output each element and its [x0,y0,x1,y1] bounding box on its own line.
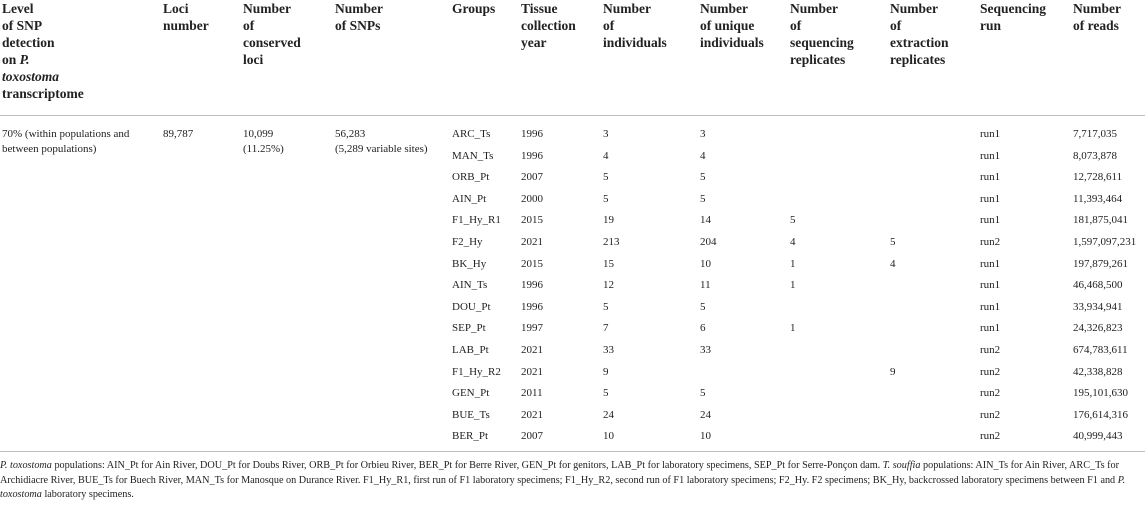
cell-unique-individuals: 10 [700,430,711,442]
cell-sequencing-run: run2 [980,387,1001,399]
cell-sequencing-run: run2 [980,236,1001,248]
cell-group: BUE_Ts [452,409,490,421]
cell-group: GEN_Pt [452,387,490,399]
cell-number-of-reads: 24,326,823 [1073,322,1123,334]
cell-sequencing-replicates: 1 [790,258,796,270]
header-sequencing-run: Sequencing run [980,1,1047,33]
cell-individuals: 24 [603,409,614,421]
cell-year: 2000 [521,193,543,205]
cell-individuals: 3 [603,128,609,140]
cell-individuals: 10 [603,430,614,442]
cell-group: MAN_Ts [452,150,494,162]
cell-individuals: 7 [603,322,609,334]
table-footnote: P. toxostoma populations: AIN_Pt for Ain River, DOU_Pt for Doubs River, ORB_Pt for Orbieu River, BER_Pt for Berre River, GEN_Pt for genitors, LAB_Pt for laboratory specimens, SEP_Pt for Serre-Ponçon dam. T. souffia populations: AIN_Ts for Ain River, ARC_Ts for Archidiacre River, BUE_Ts for Buech River, MAN_Ts for Manosque on Durance River. F1_Hy_R1, first run of F1 laboratory specimens; F1_Hy_R2, second run of F1 laboratory specimens; F2_Hy. F2 specimens; BK_Hy, backcrossed laboratory specimens between F1 and P. toxostoma laboratory specimens. [0,460,1126,501]
cell-number-of-reads: 42,338,828 [1073,366,1123,378]
cell-unique-individuals: 5 [700,301,706,313]
header-tissue-collection-year: Tissue collection year [521,1,576,50]
cell-sequencing-run: run1 [980,322,1001,334]
table-bottom-divider [0,451,1145,452]
cell-group: AIN_Pt [452,193,487,205]
cell-group: F2_Hy [452,236,483,248]
cell-unique-individuals: 3 [700,128,706,140]
cell-group: F1_Hy_R2 [452,366,501,378]
cell-sequencing-run: run1 [980,301,1001,313]
cell-individuals: 4 [603,150,609,162]
header-level: Level of SNP detection on P. toxostoma transcriptome [2,1,84,101]
cell-group: F1_Hy_R1 [452,214,501,226]
header-divider [0,115,1145,116]
cell-sequencing-run: run1 [980,193,1001,205]
cell-unique-individuals: 24 [700,409,711,421]
cell-sequencing-run: run1 [980,258,1001,270]
cell-year: 2007 [521,171,543,183]
cell-number-of-reads: 8,073,878 [1073,150,1117,162]
cell-number-of-reads: 33,934,941 [1073,301,1123,313]
cell-group: BER_Pt [452,430,489,442]
cell-group: ARC_Ts [452,128,491,140]
cell-extraction-replicates: 5 [890,236,896,248]
cell-number-of-reads: 197,879,261 [1073,258,1128,270]
cell-unique-individuals: 5 [700,387,706,399]
cell-year: 2011 [521,387,543,399]
cell-individuals: 9 [603,366,609,378]
cell-sequencing-replicates: 1 [790,279,796,291]
cell-year: 1996 [521,301,543,313]
summary-level: 70% (within populations and between populations) [2,128,130,155]
cell-group: LAB_Pt [452,344,489,356]
cell-individuals: 19 [603,214,614,226]
cell-sequencing-run: run1 [980,171,1001,183]
cell-year: 1996 [521,279,543,291]
cell-number-of-reads: 195,101,630 [1073,387,1128,399]
cell-individuals: 15 [603,258,614,270]
cell-year: 1996 [521,128,543,140]
cell-unique-individuals: 5 [700,193,706,205]
cell-group: BK_Hy [452,258,487,270]
cell-sequencing-replicates: 5 [790,214,796,226]
cell-group: DOU_Pt [452,301,491,313]
cell-year: 2021 [521,344,543,356]
cell-year: 2021 [521,409,543,421]
cell-number-of-reads: 11,393,464 [1073,193,1123,205]
cell-group: AIN_Ts [452,279,488,291]
cell-sequencing-run: run2 [980,366,1001,378]
cell-year: 2021 [521,366,543,378]
cell-year: 2021 [521,236,543,248]
cell-number-of-reads: 46,468,500 [1073,279,1123,291]
header-extraction-replicates: Number of extraction replicates [890,1,949,67]
cell-sequencing-run: run1 [980,214,1001,226]
cell-sequencing-run: run1 [980,150,1001,162]
header-number-of-snps: Number of SNPs [335,1,383,33]
cell-sequencing-run: run2 [980,430,1001,442]
cell-year: 2015 [521,258,543,270]
cell-sequencing-run: run1 [980,128,1001,140]
cell-group: SEP_Pt [452,322,486,334]
cell-year: 2015 [521,214,543,226]
summary-conserved-loci: 10,099 (11.25%) [243,128,284,155]
cell-individuals: 5 [603,193,609,205]
cell-group: ORB_Pt [452,171,490,183]
cell-number-of-reads: 176,614,316 [1073,409,1128,421]
cell-year: 2007 [521,430,543,442]
cell-sequencing-replicates: 1 [790,322,796,334]
cell-unique-individuals: 5 [700,171,706,183]
cell-unique-individuals: 204 [700,236,717,248]
cell-sequencing-replicates: 4 [790,236,796,248]
cell-unique-individuals: 4 [700,150,706,162]
cell-unique-individuals: 14 [700,214,711,226]
cell-individuals: 5 [603,171,609,183]
summary-loci-number: 89,787 [163,128,194,140]
cell-extraction-replicates: 4 [890,258,896,270]
cell-number-of-reads: 674,783,611 [1073,344,1128,356]
cell-year: 1996 [521,150,543,162]
header-sequencing-replicates: Number of sequencing replicates [790,1,854,67]
cell-year: 1997 [521,322,543,334]
cell-individuals: 33 [603,344,614,356]
cell-sequencing-run: run2 [980,344,1001,356]
header-loci-number: Loci number [163,1,209,33]
cell-sequencing-run: run2 [980,409,1001,421]
cell-individuals: 213 [603,236,620,248]
cell-number-of-reads: 12,728,611 [1073,171,1123,183]
header-conserved-loci: Number of conserved loci [243,1,301,67]
cell-number-of-reads: 1,597,097,231 [1073,236,1137,248]
cell-number-of-reads: 7,717,035 [1073,128,1117,140]
header-unique-individuals: Number of unique individuals [700,1,764,50]
cell-individuals: 5 [603,387,609,399]
cell-unique-individuals: 33 [700,344,711,356]
cell-number-of-reads: 40,999,443 [1073,430,1123,442]
cell-individuals: 5 [603,301,609,313]
header-number-of-reads: Number of reads [1073,1,1121,33]
cell-unique-individuals: 6 [700,322,706,334]
cell-extraction-replicates: 9 [890,366,896,378]
header-groups: Groups [452,1,496,16]
cell-individuals: 12 [603,279,614,291]
cell-unique-individuals: 10 [700,258,711,270]
summary-number-of-snps: 56,283 (5,289 variable sites) [335,128,428,155]
header-number-of-individuals: Number of individuals [603,1,667,50]
cell-sequencing-run: run1 [980,279,1001,291]
cell-unique-individuals: 11 [700,279,711,291]
cell-number-of-reads: 181,875,041 [1073,214,1128,226]
